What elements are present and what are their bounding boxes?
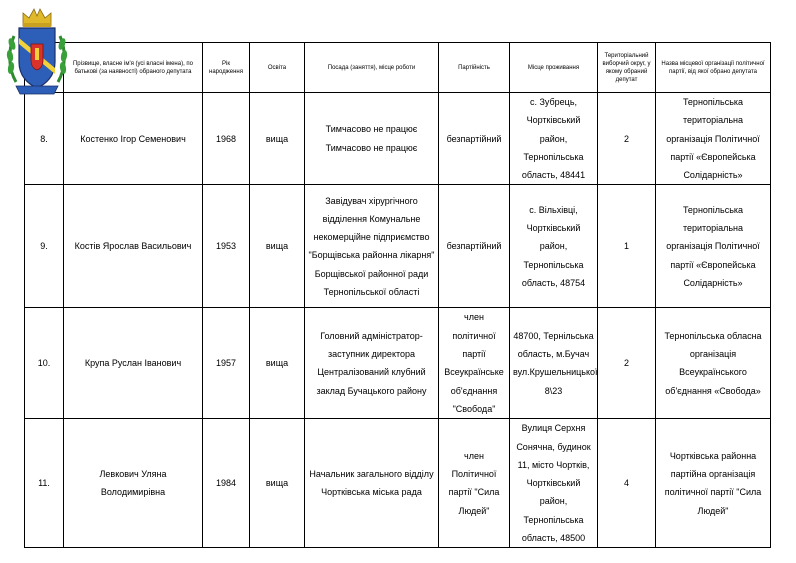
education: вища [250, 185, 305, 308]
position: Тимчасово не працює Тимчасово не працює [305, 93, 439, 185]
education: вища [250, 93, 305, 185]
residence: 48700, Тернільська область, м.Бучач вул.Крушельницької 8\23 [510, 308, 598, 419]
education: вища [250, 308, 305, 419]
row-number: 9. [25, 185, 64, 308]
table-row [25, 93, 771, 185]
header-organization: Назва місцевої організації політичної партії, від якої обрано депутата [656, 43, 771, 93]
header-position: Посада (заняття), місце роботи [305, 43, 439, 93]
header-education: Освіта [250, 43, 305, 93]
table-row [25, 419, 771, 548]
residence: с. Вільхівці, Чортківський район, Тернопільська область, 48754 [510, 185, 598, 308]
organization: Тернопільська обласна організація Всеукраїнського об'єднання «Свобода» [656, 308, 771, 419]
table-header-row [25, 43, 771, 93]
deputy-name: Крупа Руслан Іванович [64, 308, 203, 419]
party: член Політичної партії "Сила Людей" [439, 419, 510, 548]
birth-year: 1953 [203, 185, 250, 308]
table-row [25, 308, 771, 419]
deputy-name: Костенко Ігор Семенович [64, 93, 203, 185]
header-party: Партійність [439, 43, 510, 93]
birth-year: 1957 [203, 308, 250, 419]
district: 2 [598, 308, 656, 419]
district: 4 [598, 419, 656, 548]
row-number: 11. [25, 419, 64, 548]
party: член політичної партії Всеукраїнське об'єднання "Свобода" [439, 308, 510, 419]
residence: Вулиця Серхня Сонячна, будинок 11, місто Чортків, Чортківський район, Тернопільська область, 48500 [510, 419, 598, 548]
deputy-name: Костів Ярослав Васильович [64, 185, 203, 308]
header-district: Територіальний виборчий округ, у якому обраний депутат [598, 43, 656, 93]
row-number: 10. [25, 308, 64, 419]
district: 2 [598, 93, 656, 185]
deputy-name: Левкович Уляна Володимирівна [64, 419, 203, 548]
position: Головний адміністратор-заступник директора Централізований клубний заклад Бучацького району [305, 308, 439, 419]
party: безпартійний [439, 185, 510, 308]
birth-year: 1968 [203, 93, 250, 185]
coat-of-arms-icon [6, 4, 68, 98]
header-birth-year: Рік народження [203, 43, 250, 93]
position: Завідувач хірургічного відділення Комунальне некомерційне підприємство "Борщівська районна лікарня" Борщівської районної ради Тернопільської області [305, 185, 439, 308]
education: вища [250, 419, 305, 548]
table-row [25, 185, 771, 308]
organization: Тернопільська територіальна організація Політичної партії «Європейська Солідарність» [656, 93, 771, 185]
deputies-table [24, 42, 771, 548]
birth-year: 1984 [203, 419, 250, 548]
header-name: Прізвище, власне ім'я (усі власні імена), по батькові (за наявності) обраного депутата [64, 43, 203, 93]
position: Начальник загального відділу Чортківська міська рада [305, 419, 439, 548]
organization: Чортківська районна партійна організація політичної партії "Сила Людей" [656, 419, 771, 548]
organization: Тернопільська територіальна організація Політичної партії «Європейська Солідарність» [656, 185, 771, 308]
header-residence: Місце проживання [510, 43, 598, 93]
row-number: 8. [25, 93, 64, 185]
district: 1 [598, 185, 656, 308]
residence: с. Зубрець, Чортківський район, Тернопільська область, 48441 [510, 93, 598, 185]
party: безпартійний [439, 93, 510, 185]
